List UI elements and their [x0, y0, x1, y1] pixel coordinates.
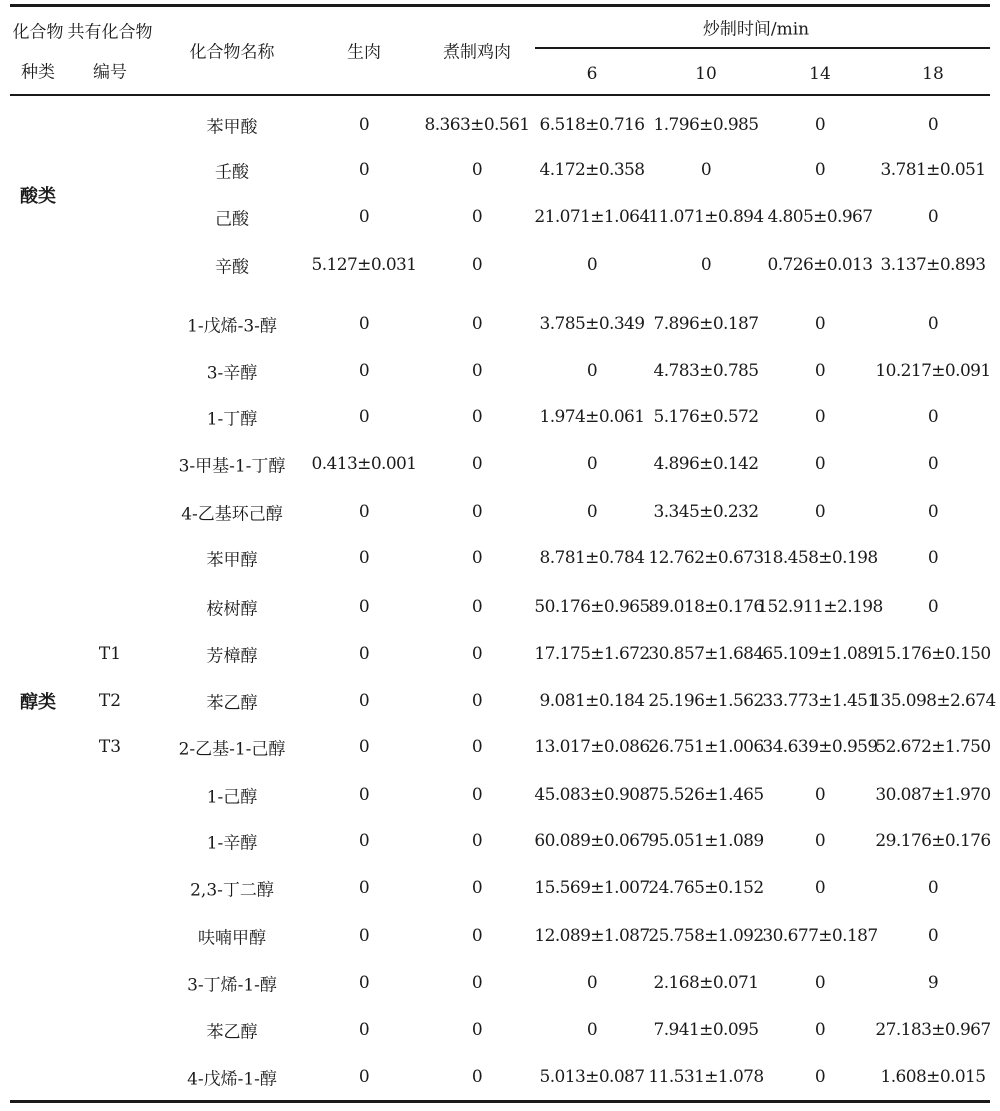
value-fry-10: 95.051±1.089 [648, 831, 764, 851]
shared-compound-id: T2 [98, 691, 122, 711]
value-boiled: 0 [471, 454, 483, 474]
value-raw: 0 [358, 644, 370, 664]
value-fry-10: 3.345±0.232 [653, 502, 759, 522]
value-fry-10: 24.765±0.152 [648, 878, 764, 898]
compound-name: 3-丁烯-1-醇 [187, 975, 277, 996]
compound-name: 呋喃甲醇 [198, 928, 266, 949]
value-fry-18: 10.217±0.091 [875, 361, 991, 381]
value-fry-18: 0 [927, 407, 939, 427]
value-fry-10: 11.071±0.894 [648, 207, 764, 227]
value-raw: 0 [358, 407, 370, 427]
value-fry-14: 34.639±0.959 [762, 737, 878, 757]
header-shared-no-line2: 编号 [93, 62, 127, 83]
value-fry-6: 0 [586, 973, 598, 993]
value-raw: 0 [358, 502, 370, 522]
value-fry-14: 0 [814, 785, 826, 805]
value-fry-18: 135.098±2.674 [870, 691, 996, 711]
value-fry-6: 0 [586, 361, 598, 381]
value-fry-6: 3.785±0.349 [539, 314, 645, 334]
value-raw: 0 [358, 737, 370, 757]
value-fry-6: 5.013±0.087 [539, 1067, 645, 1087]
value-fry-10: 12.762±0.673 [648, 548, 764, 568]
value-fry-18: 29.176±0.176 [875, 831, 991, 851]
value-fry-14: 18.458±0.198 [762, 548, 878, 568]
value-fry-6: 0 [586, 502, 598, 522]
value-fry-18: 1.608±0.015 [880, 1067, 986, 1087]
value-raw: 0 [358, 597, 370, 617]
value-fry-14: 0 [814, 160, 826, 180]
compound-name: 苯乙醇 [206, 693, 258, 714]
compound-name: 1-戊烯-3-醇 [187, 316, 277, 337]
value-raw: 0 [358, 1067, 370, 1087]
compound-name: 1-丁醇 [206, 409, 258, 430]
value-boiled: 0 [471, 502, 483, 522]
value-fry-10: 0 [700, 255, 712, 275]
value-fry-10: 5.176±0.572 [653, 407, 759, 427]
value-fry-6: 12.089±1.087 [534, 926, 650, 946]
value-boiled: 0 [471, 361, 483, 381]
value-fry-6: 0 [586, 1020, 598, 1040]
compound-name: 芳樟醇 [206, 646, 258, 667]
value-fry-18: 30.087±1.970 [875, 785, 991, 805]
value-fry-10: 30.857±1.684 [648, 644, 764, 664]
value-fry-6: 4.172±0.358 [539, 160, 645, 180]
value-fry-10: 4.896±0.142 [653, 454, 759, 474]
value-boiled: 0 [471, 831, 483, 851]
value-raw: 0 [358, 831, 370, 851]
value-fry-6: 13.017±0.086 [534, 737, 650, 757]
compound-name: 4-乙基环己醇 [181, 504, 283, 525]
value-fry-10: 7.941±0.095 [653, 1020, 759, 1040]
value-fry-10: 2.168±0.071 [653, 973, 759, 993]
value-raw: 0 [358, 314, 370, 334]
value-fry-14: 0.726±0.013 [767, 255, 873, 275]
value-fry-6: 1.974±0.061 [539, 407, 645, 427]
compound-name: 苯甲醇 [206, 550, 258, 571]
header-category-line2: 种类 [21, 62, 55, 83]
value-raw: 0 [358, 785, 370, 805]
value-fry-14: 0 [814, 454, 826, 474]
value-boiled: 0 [471, 255, 483, 275]
value-fry-14: 0 [814, 1020, 826, 1040]
compound-name: 3-甲基-1-丁醇 [178, 456, 286, 477]
value-raw: 0 [358, 548, 370, 568]
value-fry-10: 25.196±1.562 [648, 691, 764, 711]
value-boiled: 0 [471, 207, 483, 227]
value-boiled: 0 [471, 1020, 483, 1040]
value-fry-10: 25.758±1.092 [648, 926, 764, 946]
value-boiled: 0 [471, 878, 483, 898]
value-fry-10: 7.896±0.187 [653, 314, 759, 334]
compound-name: 苯甲酸 [206, 117, 258, 138]
value-fry-18: 52.672±1.750 [875, 737, 991, 757]
value-boiled: 0 [471, 785, 483, 805]
value-fry-6: 45.083±0.908 [534, 785, 650, 805]
value-fry-18: 15.176±0.150 [875, 644, 991, 664]
value-fry-14: 152.911±2.198 [757, 597, 883, 617]
value-fry-18: 27.183±0.967 [875, 1020, 991, 1040]
value-raw: 0 [358, 926, 370, 946]
compound-name: 桉树醇 [206, 599, 258, 620]
compound-name: 辛酸 [215, 257, 249, 278]
value-fry-14: 0 [814, 973, 826, 993]
value-fry-10: 26.751±1.006 [648, 737, 764, 757]
value-raw: 5.127±0.031 [311, 255, 417, 275]
compound-name: 苯乙醇 [206, 1022, 258, 1043]
value-raw: 0 [358, 160, 370, 180]
value-raw: 0.413±0.001 [311, 454, 417, 474]
header-time-14: 14 [809, 64, 831, 84]
compound-name: 4-戊烯-1-醇 [187, 1069, 277, 1090]
value-boiled: 0 [471, 691, 483, 711]
value-raw: 0 [358, 115, 370, 135]
value-fry-10: 75.526±1.465 [648, 785, 764, 805]
value-fry-6: 15.569±1.007 [534, 878, 650, 898]
value-fry-6: 0 [586, 454, 598, 474]
value-fry-10: 89.018±0.176 [648, 597, 764, 617]
value-boiled: 0 [471, 407, 483, 427]
header-category-line1: 化合物 [12, 22, 64, 43]
value-fry-6: 0 [586, 255, 598, 275]
value-fry-14: 30.677±0.187 [762, 926, 878, 946]
value-boiled: 0 [471, 737, 483, 757]
value-fry-6: 8.781±0.784 [539, 548, 645, 568]
value-fry-14: 0 [814, 1067, 826, 1087]
value-boiled: 0 [471, 160, 483, 180]
value-fry-18: 0 [927, 597, 939, 617]
category-label: 醇类 [20, 691, 56, 713]
compound-name: 己酸 [215, 209, 249, 230]
header-fry-time: 炒制时间/min [702, 19, 810, 40]
value-fry-6: 21.071±1.064 [534, 207, 650, 227]
value-fry-14: 0 [814, 502, 826, 522]
value-boiled: 0 [471, 597, 483, 617]
value-boiled: 0 [471, 973, 483, 993]
shared-compound-id: T1 [98, 644, 122, 664]
value-fry-6: 17.175±1.672 [534, 644, 650, 664]
value-fry-14: 65.109±1.089 [762, 644, 878, 664]
value-fry-18: 0 [927, 454, 939, 474]
value-raw: 0 [358, 361, 370, 381]
compound-name: 2-乙基-1-己醇 [178, 739, 286, 760]
shared-compound-id: T3 [98, 737, 122, 757]
value-raw: 0 [358, 691, 370, 711]
value-boiled: 8.363±0.561 [424, 115, 530, 135]
value-fry-6: 50.176±0.965 [534, 597, 650, 617]
value-boiled: 0 [471, 1067, 483, 1087]
value-fry-6: 60.089±0.067 [534, 831, 650, 851]
value-fry-14: 0 [814, 115, 826, 135]
value-fry-18: 0 [927, 878, 939, 898]
value-fry-10: 0 [700, 160, 712, 180]
value-fry-18: 0 [927, 207, 939, 227]
value-fry-6: 6.518±0.716 [539, 115, 645, 135]
header-time-18: 18 [922, 64, 944, 84]
value-fry-10: 4.783±0.785 [653, 361, 759, 381]
value-fry-14: 0 [814, 407, 826, 427]
value-fry-14: 0 [814, 361, 826, 381]
category-label: 酸类 [20, 186, 56, 207]
value-fry-18: 0 [927, 502, 939, 522]
compound-name: 1-己醇 [206, 787, 258, 808]
header-time-6: 6 [586, 64, 598, 84]
value-fry-10: 11.531±1.078 [648, 1067, 764, 1087]
value-boiled: 0 [471, 644, 483, 664]
value-fry-18: 0 [927, 926, 939, 946]
value-fry-6: 9.081±0.184 [539, 691, 645, 711]
value-fry-18: 0 [927, 548, 939, 568]
value-fry-18: 3.781±0.051 [880, 160, 986, 180]
value-fry-18: 0 [927, 115, 939, 135]
header-raw-meat: 生肉 [347, 42, 381, 63]
header-shared-no-line1: 共有化合物 [67, 22, 153, 43]
value-fry-18: 3.137±0.893 [880, 255, 986, 275]
value-boiled: 0 [471, 926, 483, 946]
value-fry-18: 9 [927, 973, 939, 993]
compound-name: 壬酸 [215, 162, 249, 183]
value-raw: 0 [358, 973, 370, 993]
value-raw: 0 [358, 207, 370, 227]
value-fry-14: 0 [814, 314, 826, 334]
header-time-10: 10 [695, 64, 717, 84]
value-fry-10: 1.796±0.985 [653, 115, 759, 135]
value-boiled: 0 [471, 548, 483, 568]
value-boiled: 0 [471, 314, 483, 334]
value-fry-18: 0 [927, 314, 939, 334]
compound-name: 3-辛醇 [206, 363, 258, 384]
value-fry-14: 0 [814, 831, 826, 851]
header-compound-name: 化合物名称 [189, 42, 275, 63]
compound-name: 2,3-丁二醇 [190, 880, 274, 901]
header-boiled-chicken: 煮制鸡肉 [443, 42, 511, 63]
value-fry-14: 0 [814, 878, 826, 898]
value-fry-14: 33.773±1.451 [762, 691, 878, 711]
compound-name: 1-辛醇 [206, 833, 258, 854]
value-fry-14: 4.805±0.967 [767, 207, 873, 227]
value-raw: 0 [358, 1020, 370, 1040]
value-raw: 0 [358, 878, 370, 898]
